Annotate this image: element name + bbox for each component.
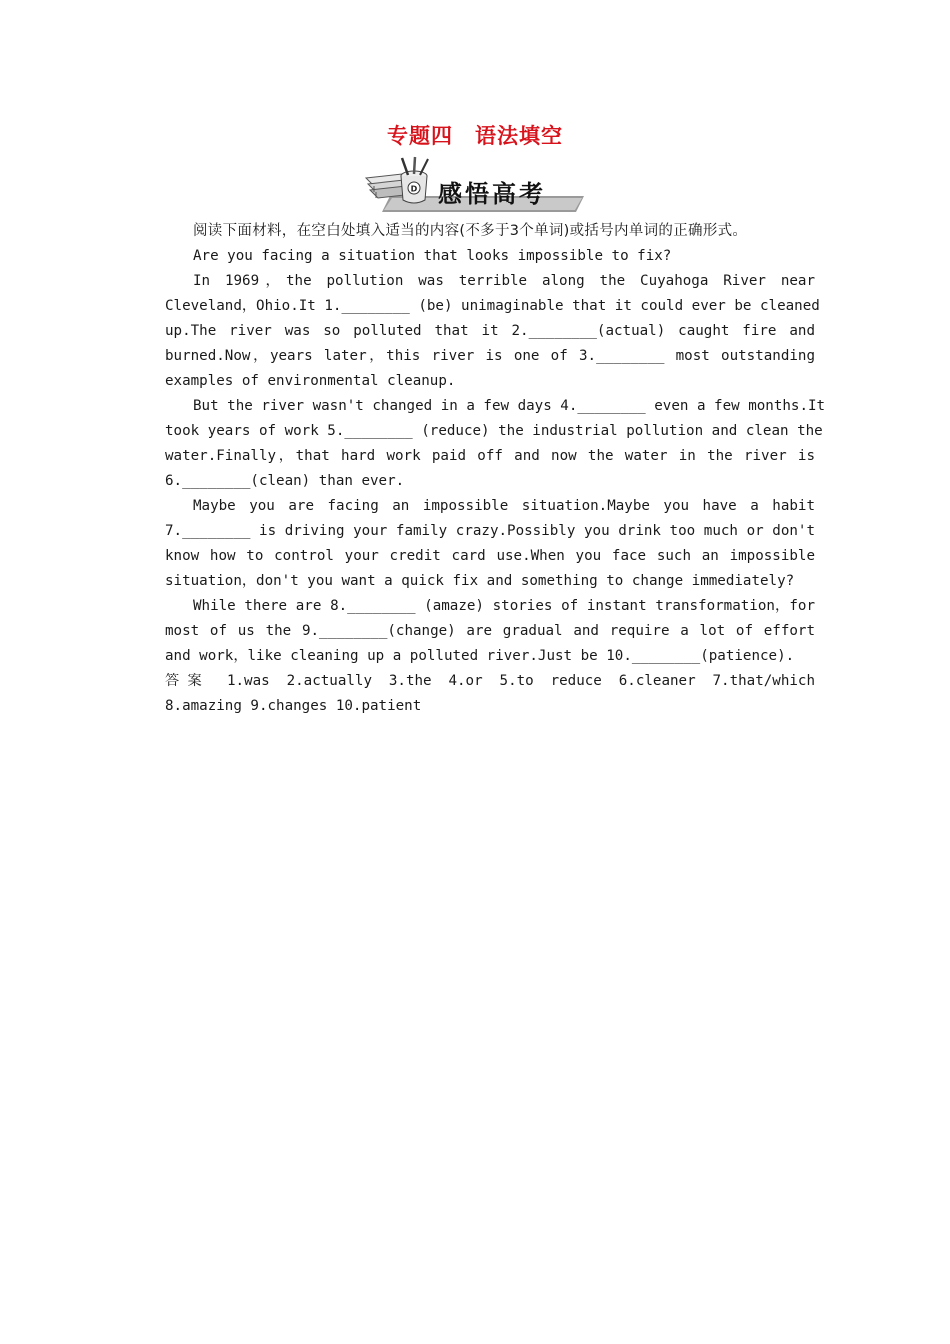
answer-key-line: 答案 1.was 2.actually 3.the 4.or 5.to reduce 6.cleaner 7.that/which bbox=[165, 673, 815, 689]
passage-line: Cleveland，Ohio.It 1.________ (be) unimaginable that it could ever be cleaned bbox=[165, 298, 820, 314]
passage-line: While there are 8.________ (amaze) stories of instant transformation，for bbox=[193, 598, 815, 614]
section-banner bbox=[362, 156, 584, 214]
passage-heading: Are you facing a situation that looks impossible to fix? bbox=[193, 248, 672, 264]
passage-line: burned.Now，years later，this river is one of 3.________ most outstanding bbox=[165, 348, 815, 364]
passage-line: up.The river was so polluted that it 2.________(actual) caught fire and bbox=[165, 323, 815, 339]
passage-line: 6.________(clean) than ever. bbox=[165, 473, 405, 489]
passage-line: situation，don't you want a quick fix and something to change immediately? bbox=[165, 573, 795, 589]
passage-line: water.Finally，that hard work paid off and now the water in the river is bbox=[165, 448, 815, 464]
passage-line: examples of environmental cleanup. bbox=[165, 373, 456, 389]
passage-line: and work，like cleaning up a polluted river.Just be 10.________(patience). bbox=[165, 648, 795, 664]
passage-line: In 1969，the pollution was terrible along the Cuyahoga River near bbox=[193, 273, 815, 289]
passage-line: Maybe you are facing an impossible situation.Maybe you have a habit bbox=[193, 498, 815, 514]
exercise-body bbox=[165, 219, 826, 719]
banner-label: 感悟高考 bbox=[438, 180, 546, 208]
passage-line: But the river wasn't changed in a few days 4.________ even a few months.It bbox=[193, 398, 826, 414]
passage-line: know how to control your credit card use.When you face such an impossible bbox=[165, 548, 815, 564]
passage-line: most of us the 9.________(change) are gradual and require a lot of effort bbox=[165, 623, 815, 639]
passage-line: took years of work 5.________ (reduce) the industrial pollution and clean the bbox=[165, 423, 823, 439]
page-title: 专题四 语法填空 bbox=[387, 124, 563, 148]
answer-key-line: 8.amazing 9.changes 10.patient bbox=[165, 698, 422, 714]
svg-text:D: D bbox=[410, 184, 418, 194]
instruction-text: 阅读下面材料，在空白处填入适当的内容(不多于3个单词)或括号内单词的正确形式。 bbox=[193, 223, 748, 239]
passage-line: 7.________ is driving your family crazy.Possibly you drink too much or don't bbox=[165, 523, 815, 539]
